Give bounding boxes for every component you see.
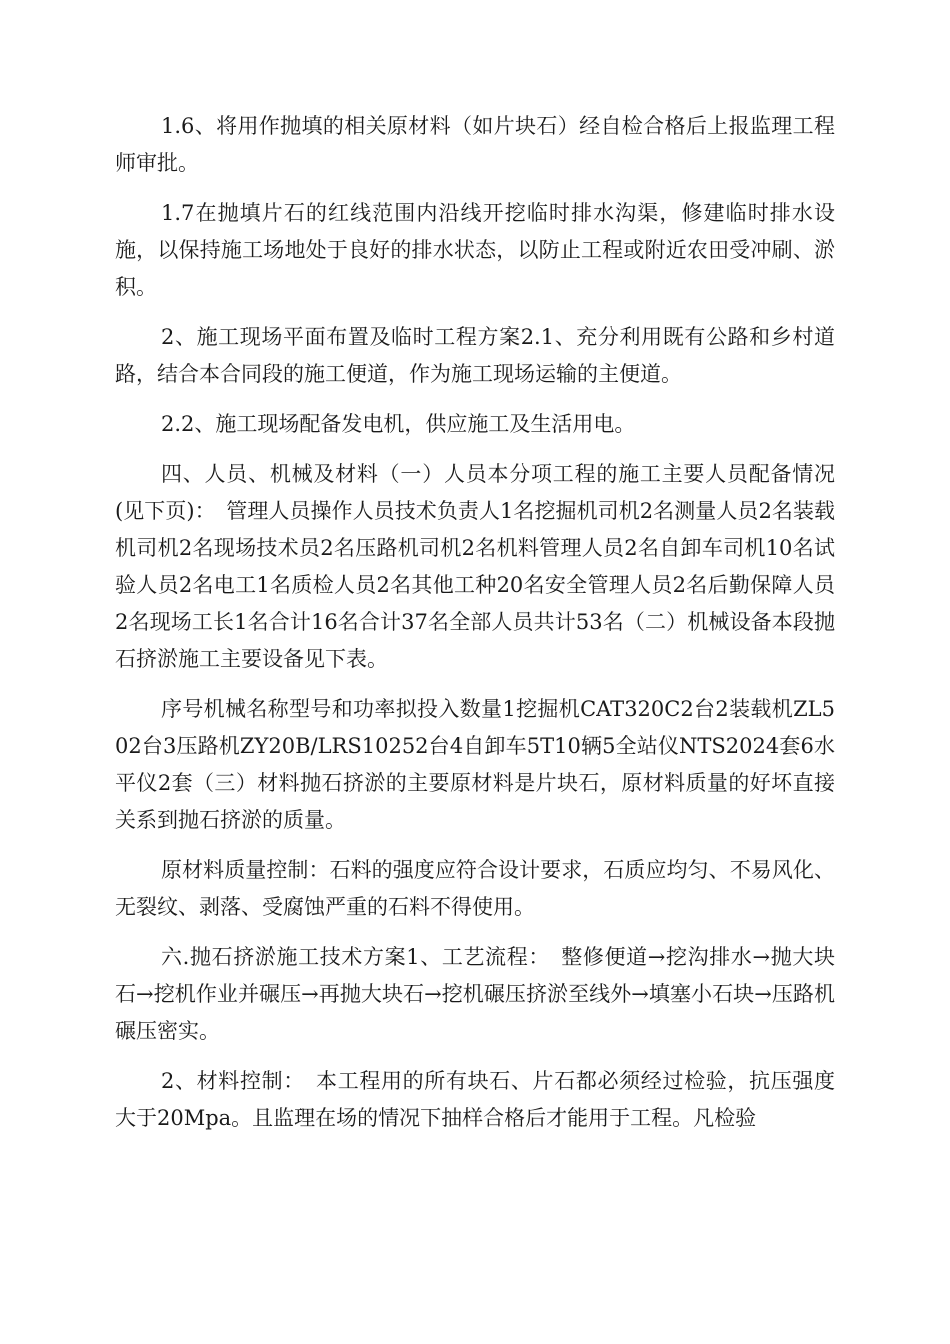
paragraph-2-site-layout: 2、施工现场平面布置及临时工程方案2.1、充分利用既有公路和乡村道路，结合本合同段的施工便道，作为施工现场运输的主便道。 — [115, 325, 835, 386]
paragraph-material-control: 2、材料控制： 本工程用的所有块石、片石都必须经过检验，抗压强度大于20Mpa。且监理在场的情况下抽样合格后才能用于工程。凡检验 — [115, 1069, 835, 1130]
document-body — [115, 108, 835, 1150]
paragraph-1-6-materials-approval: 1.6、将用作抛填的相关原材料（如片块石）经自检合格后上报监理工程师审批。 — [115, 114, 835, 175]
paragraph-material-quality: 原材料质量控制：石料的强度应符合设计要求，石质应均匀、不易风化、无裂纹、剥落、受腐蚀严重的石料不得使用。 — [115, 858, 835, 919]
paragraph-equipment-list: 序号机械名称型号和功率拟投入数量1挖掘机CAT320C2台2装载机ZL502台3压路机ZY20B/LRS10252台4自卸车5T10辆5全站仪NTS2024套6水平仪2套（三）材料抛石挤淤的主要原材料是片块石，原材料质量的好坏直接关系到抛石挤淤的质量。 — [115, 697, 835, 832]
paragraph-6-process-flow: 六.抛石挤淤施工技术方案1、工艺流程： 整修便道→挖沟排水→抛大块石→挖机作业并碾压→再抛大块石→挖机碾压挤淤至线外→填塞小石块→压路机碾压密实。 — [115, 945, 835, 1043]
paragraph-1-7-drainage: 1.7在抛填片石的红线范围内沿线开挖临时排水沟渠，修建临时排水设施，以保持施工场地处于良好的排水状态，以防止工程或附近农田受冲刷、淤积。 — [115, 201, 835, 299]
paragraph-2-2-generator: 2.2、施工现场配备发电机，供应施工及生活用电。 — [161, 412, 636, 436]
paragraph-4-personnel: 四、人员、机械及材料（一）人员本分项工程的施工主要人员配备情况(见下页)： 管理人员操作人员技术负责人1名挖掘机司机2名测量人员2名装载机司机2名现场技术员2名压路机司机2名机料管理人员2名自卸车司机10名试验人员2名电工1名质检人员2名其他工种20名安全管理人员2名后勤保障人员2名现场工长1名合计16名合计37名全部人员共计53名（二）机械设备本段抛石挤淤施工主要设备见下表。 — [115, 462, 835, 671]
